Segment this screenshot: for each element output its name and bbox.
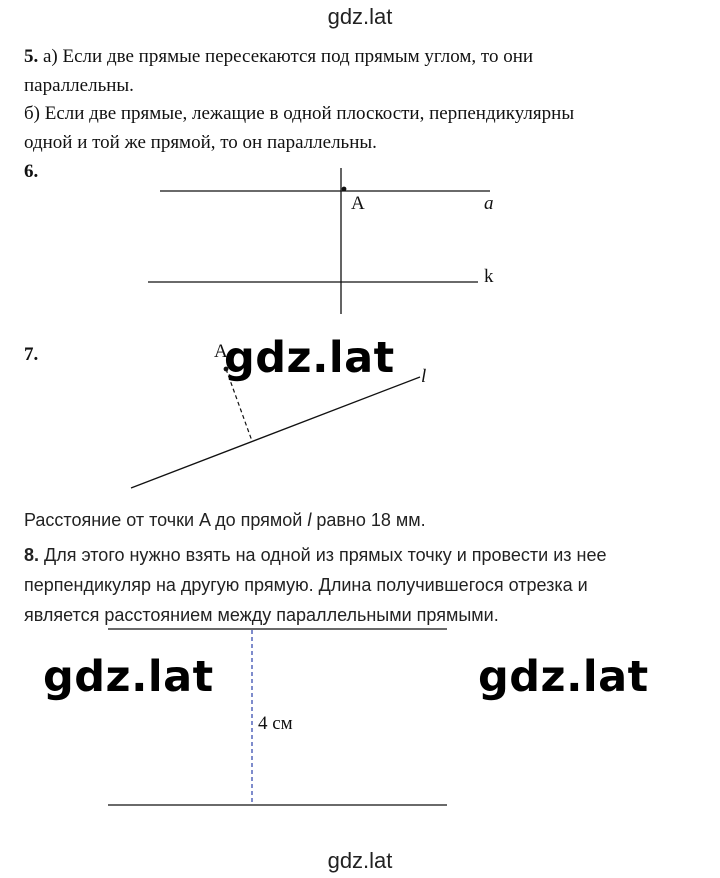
item6-label-line-k: k [484,266,494,287]
item5-line-a2: параллельны. [24,75,134,96]
item5-line-b2: одной и той же прямой, то он параллельны. [24,132,377,153]
item6-label-line-a: a [484,193,494,214]
item8-line3: является расстоянием между параллельными прямыми. [24,605,499,625]
watermark-top: gdz.lat [327,4,393,29]
item5-text-a1: а) Если две прямые пересекаются под прямым углом, то они [43,46,534,67]
watermark-mid: gdz.lat [224,333,395,383]
watermark-right: gdz.lat [478,652,649,702]
item7-line-l [131,377,420,488]
item7-caption: Расстояние от точки A до прямой l равно 18 мм. [24,510,426,530]
item7-number: 7. [24,344,39,365]
watermark-left: gdz.lat [43,652,214,702]
item5-line-b1: б) Если две прямые, лежащие в одной плоскости, перпендикулярны [24,103,575,124]
item6-number: 6. [24,161,39,182]
item5-number: 5. [24,46,39,67]
item6-point-a [342,187,347,192]
item8-distance-label: 4 см [258,713,293,734]
item8-number: 8. [24,545,40,565]
item8-line1: 8. Для этого нужно взять на одной из прямых точку и провести из нее [24,545,607,565]
watermark-bottom: gdz.lat [327,848,393,873]
item7-label-point-a: A [214,341,228,362]
item8-line2: перпендикуляр на другую прямую. Длина получившегося отрезка и [24,575,588,595]
item7-label-line-l: l [421,366,427,387]
item6-label-point-a: A [351,193,365,214]
